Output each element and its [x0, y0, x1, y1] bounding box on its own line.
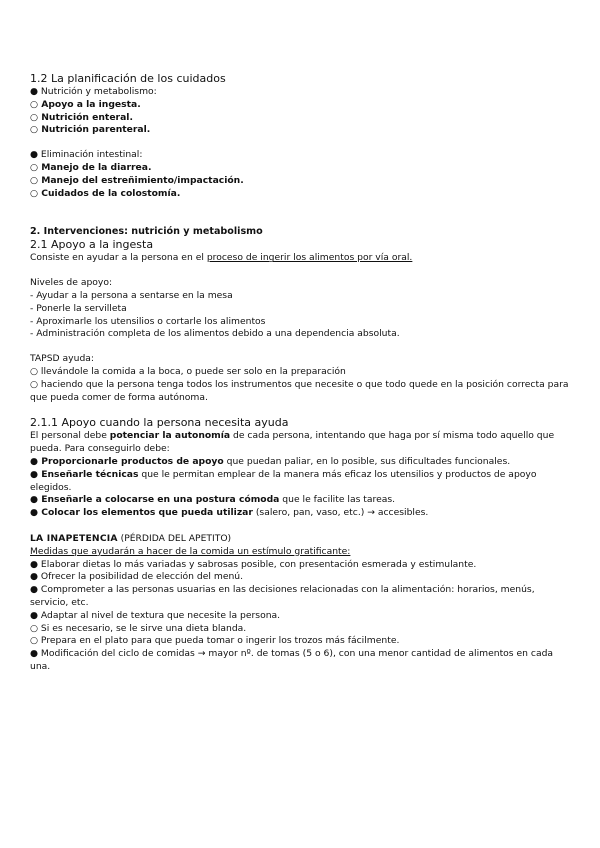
- inapetencia-subtitle: Medidas que ayudarán a hacer de la comida un estímulo gratificante:: [30, 545, 351, 557]
- section-1-2-title: 1.2 La planificación de los cuidados: [30, 72, 226, 85]
- elimination-item: ○ Cuidados de la colostomía.: [30, 187, 181, 199]
- level-item: - Administración completa de los alimentos debido a una dependencia absoluta.: [30, 328, 400, 340]
- level-item: - Aproximarle los utensilios o cortarle los alimentos: [30, 315, 266, 327]
- underlined-text: proceso de ingerir los alimentos por vía oral.: [206, 252, 413, 264]
- tapsd-item: ○ llevándole la comida a la boca, o puede ser solo en la preparación: [30, 365, 346, 377]
- text-part: (PÉRDIDA DEL APETITO): [117, 532, 232, 544]
- inapetencia-item: ○ Si es necesario, se le sirve una dieta blanda.: [30, 622, 247, 634]
- elimination-item: ○ Manejo de la diarrea.: [30, 161, 152, 173]
- autonomy-bullet: [30, 494, 575, 507]
- nutrition-item: ○ Nutrición parenteral.: [30, 124, 151, 136]
- text-part: Consiste en ayudar a la persona en el: [30, 252, 207, 264]
- inapetencia-item: ● Comprometer a las personas usuarias en las decisiones relacionadas con la alimentación: horarios, menús, servicio, etc.: [30, 584, 535, 608]
- bold-text: ● Colocar los elementos que pueda utilizar: [30, 507, 253, 519]
- bold-text: ● Enseñarle técnicas: [30, 468, 139, 480]
- text-part: que le facilite las tareas.: [279, 494, 396, 506]
- inapetencia-item: ● Adaptar al nivel de textura que necesite la persona.: [30, 609, 281, 621]
- inapetencia-item: ● Modificación del ciclo de comidas → mayor nº. de tomas (5 o 6), con una menor cantidad de alimentos en cada una.: [30, 648, 554, 672]
- bold-text: ● Proporcionarle productos de apoyo: [30, 455, 224, 467]
- elimination-heading: ● Eliminación intestinal:: [30, 149, 143, 161]
- text-part: que le permitan emplear de la manera más eficaz los utensilios y productos de apoyo elegidos.: [30, 468, 537, 493]
- text-part: (salero, pan, vaso, etc.) → accesibles.: [252, 507, 429, 519]
- section-2-1-title: 2.1 Apoyo a la ingesta: [30, 238, 154, 252]
- autonomy-bullet: [30, 456, 575, 469]
- nutrition-item: ○ Nutrición enteral.: [30, 111, 133, 123]
- inapetencia-item: ● Elaborar dietas lo más variadas y sabrosas posible, con presentación esmerada y estimulante.: [30, 558, 477, 570]
- bold-text: LA INAPETENCIA: [30, 532, 118, 544]
- levels-heading: Niveles de apoyo:: [30, 277, 113, 289]
- nutrition-item: ○ Apoyo a la ingesta.: [30, 98, 141, 110]
- autonomy-paragraph: [30, 430, 575, 456]
- level-item: - Ponerle la servilleta: [30, 302, 127, 314]
- autonomy-bullet: [30, 507, 575, 520]
- inapetencia-item: ● Ofrecer la posibilidad de elección del menú.: [30, 571, 244, 583]
- text-part: El personal debe: [30, 430, 110, 442]
- tapsd-heading: TAPSD ayuda:: [30, 353, 94, 365]
- bold-text: potenciar la autonomía: [109, 430, 231, 442]
- text-part: que puedan paliar, en lo posible, sus dificultades funcionales.: [223, 455, 511, 467]
- elimination-item: ○ Manejo del estreñimiento/impactación.: [30, 174, 244, 186]
- autonomy-bullet: [30, 469, 575, 495]
- level-item: - Ayudar a la persona a sentarse en la mesa: [30, 289, 233, 301]
- section-2-title: 2. Intervenciones: nutrición y metabolismo: [30, 226, 263, 238]
- inapetencia-title: [30, 533, 575, 546]
- nutrition-heading: ● Nutrición y metabolismo:: [30, 86, 157, 97]
- text-part: de cada persona, intentando que haga por sí misma todo aquello que pueda. Para conseguirlo debe:: [30, 430, 555, 455]
- tapsd-item: ○ haciendo que la persona tenga todos los instrumentos que necesite o que todo quede en la posición correcta para que pueda comer de forma autónoma.: [30, 378, 569, 403]
- section-2-1-text: [30, 252, 575, 265]
- inapetencia-item: ○ Prepara en el plato para que pueda tomar o ingerir los trozos más fácilmente.: [30, 635, 400, 647]
- document-page: [30, 72, 575, 674]
- section-2-1-1-title: 2.1.1 Apoyo cuando la persona necesita ayuda: [30, 416, 289, 430]
- bold-text: ● Enseñarle a colocarse en una postura cómoda: [30, 494, 280, 506]
